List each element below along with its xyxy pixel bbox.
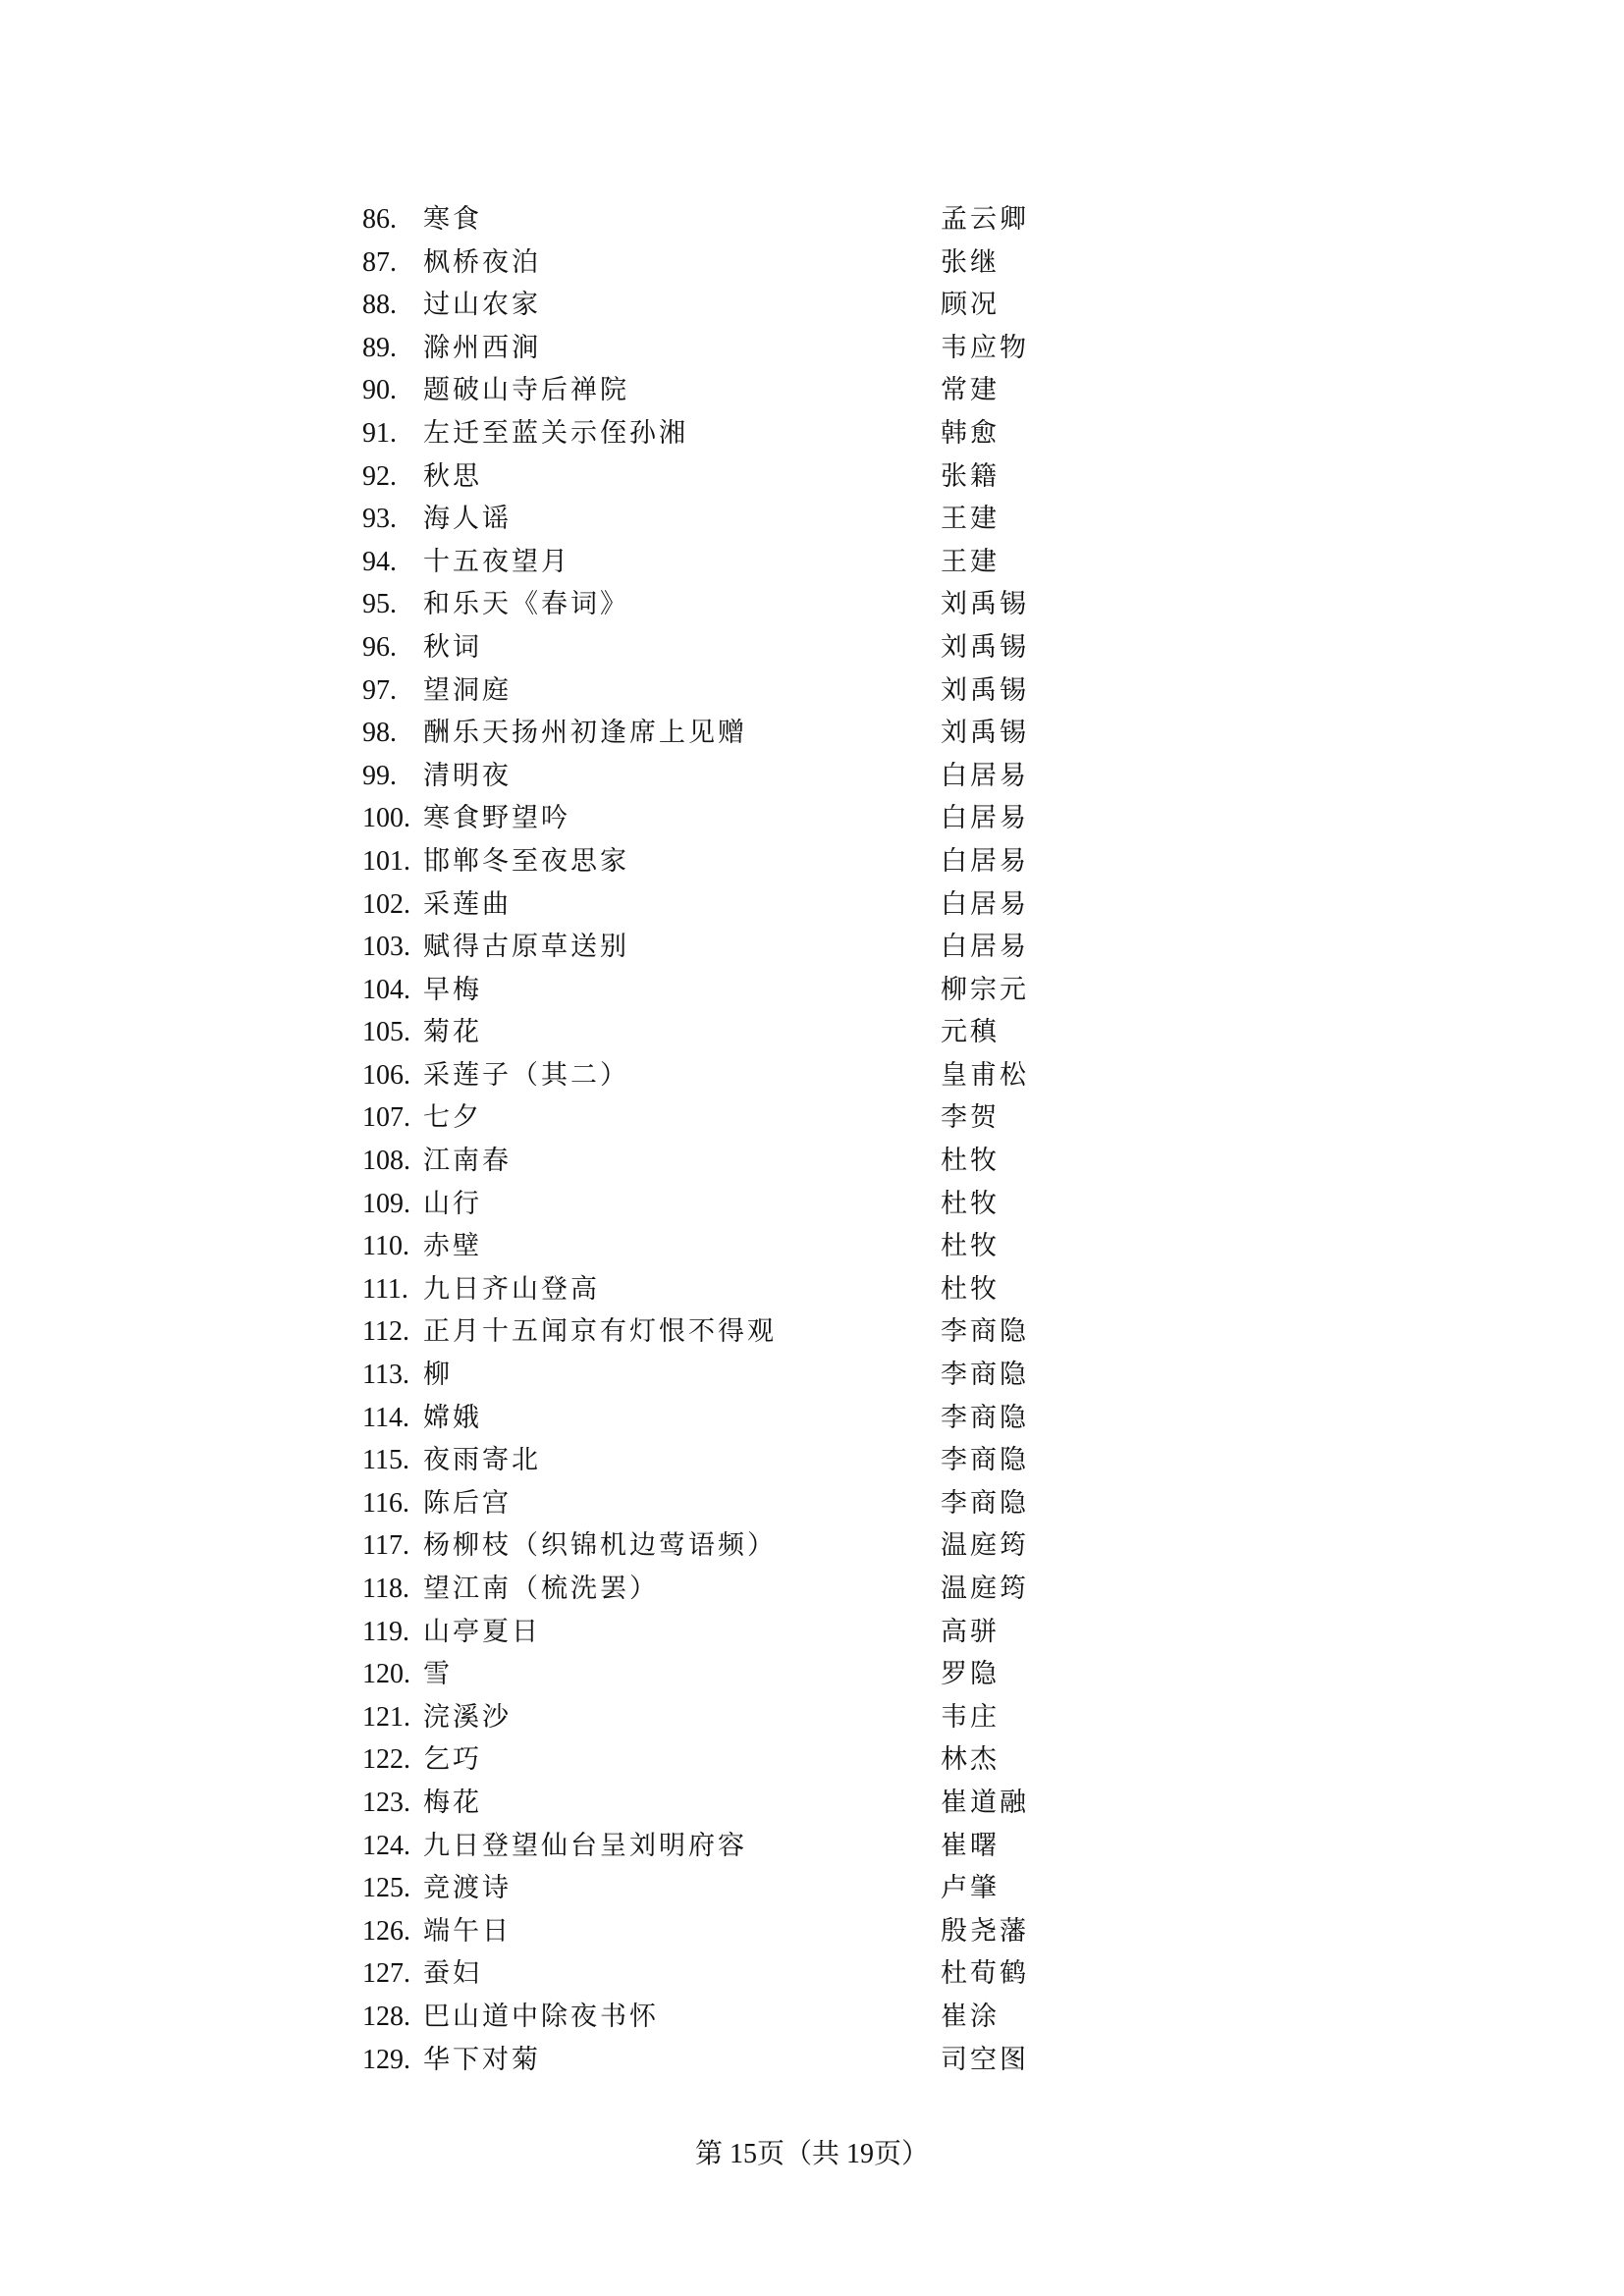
poem-title: 山行 (423, 1188, 482, 1219)
poem-author: 柳宗元 (941, 974, 1029, 1005)
poem-title: 十五夜望月 (423, 546, 570, 577)
poem-title: 采莲曲 (423, 888, 512, 920)
list-item (362, 198, 1050, 241)
item-number: 123. (362, 1787, 410, 1818)
list-item (362, 498, 1050, 541)
list-item (362, 1011, 1050, 1054)
poem-author: 孟云卿 (941, 204, 1029, 235)
poem-list (362, 198, 1050, 2081)
item-number: 113. (362, 1360, 409, 1391)
poem-author: 杜牧 (941, 1146, 1000, 1177)
list-item (362, 1568, 1050, 1611)
poem-title: 雪 (423, 1659, 453, 1690)
poem-title: 酬乐天扬州初逢席上见赠 (423, 718, 747, 749)
item-number: 88. (362, 290, 397, 321)
poem-title: 寒食野望吟 (423, 803, 570, 834)
poem-title: 寒食 (423, 204, 482, 235)
poem-author: 张继 (941, 246, 1000, 278)
list-item (362, 369, 1050, 412)
poem-author: 李贺 (941, 1102, 1000, 1134)
poem-title: 九日登望仙台呈刘明府容 (423, 1830, 747, 1861)
poem-title: 邯郸冬至夜思家 (423, 845, 629, 877)
item-number: 115. (362, 1445, 409, 1476)
poem-title: 巴山道中除夜书怀 (423, 2001, 659, 2032)
list-item (362, 797, 1050, 840)
item-number: 101. (362, 845, 410, 877)
poem-title: 枫桥夜泊 (423, 246, 541, 278)
poem-author: 林杰 (941, 1744, 1000, 1776)
list-item (362, 455, 1050, 499)
item-number: 127. (362, 1958, 410, 1990)
poem-title: 江南春 (423, 1146, 512, 1177)
poem-title: 端午日 (423, 1915, 512, 1947)
list-item (362, 1054, 1050, 1097)
list-item (362, 284, 1050, 327)
poem-author: 韦应物 (941, 332, 1029, 363)
item-number: 120. (362, 1659, 410, 1690)
poem-author: 刘禹锡 (941, 718, 1029, 749)
poem-author: 杜牧 (941, 1231, 1000, 1262)
poem-title: 赤壁 (423, 1231, 482, 1262)
poem-title: 菊花 (423, 1017, 482, 1048)
poem-title: 梅花 (423, 1787, 482, 1818)
item-number: 105. (362, 1017, 410, 1048)
page-footer: 第 15页（共 19页） (694, 2139, 929, 2169)
poem-title: 题破山寺后禅院 (423, 375, 629, 406)
poem-title: 海人谣 (423, 504, 512, 535)
list-item (362, 840, 1050, 883)
poem-author: 白居易 (941, 760, 1029, 791)
item-number: 108. (362, 1146, 410, 1177)
poem-author: 刘禹锡 (941, 589, 1029, 620)
poem-author: 温庭筠 (941, 1574, 1029, 1604)
item-number: 111. (362, 1273, 408, 1305)
poem-author: 高骈 (941, 1616, 1000, 1647)
list-item (362, 1439, 1050, 1482)
list-item (362, 1310, 1050, 1354)
poem-title: 陈后宫 (423, 1487, 512, 1519)
poem-author: 罗隐 (941, 1659, 1000, 1690)
item-number: 118. (362, 1574, 409, 1604)
list-item (362, 1524, 1050, 1568)
poem-title: 秋词 (423, 631, 482, 663)
list-item (362, 1225, 1050, 1268)
poem-author: 殷尧藩 (941, 1915, 1029, 1947)
item-number: 119. (362, 1616, 409, 1647)
poem-title: 浣溪沙 (423, 1701, 512, 1733)
list-item (362, 1867, 1050, 1910)
list-item (362, 755, 1050, 798)
item-number: 126. (362, 1915, 410, 1947)
list-item (362, 2039, 1050, 2082)
poem-author: 李商隐 (941, 1360, 1029, 1391)
poem-author: 白居易 (941, 888, 1029, 920)
poem-author: 崔涂 (941, 2001, 1000, 2032)
item-number: 87. (362, 246, 397, 278)
item-number: 122. (362, 1744, 410, 1776)
list-item (362, 1354, 1050, 1397)
list-item (362, 883, 1050, 927)
poem-title: 竞渡诗 (423, 1873, 512, 1904)
list-item (362, 541, 1050, 584)
list-item (362, 412, 1050, 455)
poem-title: 采莲子（其二） (423, 1059, 629, 1091)
list-item (362, 1183, 1050, 1226)
list-item (362, 969, 1050, 1012)
poem-title: 望江南（梳洗罢） (423, 1574, 659, 1604)
item-number: 86. (362, 204, 397, 235)
poem-author: 刘禹锡 (941, 631, 1029, 663)
item-number: 114. (362, 1402, 409, 1433)
item-number: 98. (362, 718, 397, 749)
list-item (362, 1952, 1050, 1996)
poem-author: 李商隐 (941, 1402, 1029, 1433)
list-item (362, 1825, 1050, 1868)
list-item (362, 926, 1050, 969)
poem-author: 韩愈 (941, 417, 1000, 449)
poem-author: 白居易 (941, 845, 1029, 877)
list-item (362, 1696, 1050, 1739)
poem-author: 卢肇 (941, 1873, 1000, 1904)
item-number: 93. (362, 504, 397, 535)
poem-title: 正月十五闻京有灯恨不得观 (423, 1316, 777, 1348)
list-item (362, 669, 1050, 713)
list-item (362, 241, 1050, 285)
poem-title: 柳 (423, 1360, 453, 1391)
list-item (362, 1910, 1050, 1953)
poem-author: 元稹 (941, 1017, 1000, 1048)
item-number: 110. (362, 1231, 409, 1262)
poem-title: 九日齐山登高 (423, 1273, 600, 1305)
poem-title: 望洞庭 (423, 674, 512, 706)
item-number: 92. (362, 460, 397, 492)
item-number: 117. (362, 1530, 409, 1562)
list-item (362, 1096, 1050, 1140)
poem-title: 乞巧 (423, 1744, 482, 1776)
poem-author: 杜荀鹤 (941, 1958, 1029, 1990)
item-number: 129. (362, 2044, 410, 2075)
item-number: 116. (362, 1487, 409, 1519)
poem-author: 皇甫松 (941, 1059, 1029, 1091)
poem-author: 崔道融 (941, 1787, 1029, 1818)
item-number: 99. (362, 760, 397, 791)
poem-author: 崔曙 (941, 1830, 1000, 1861)
item-number: 106. (362, 1059, 410, 1091)
item-number: 95. (362, 589, 397, 620)
poem-title: 过山农家 (423, 290, 541, 321)
poem-title: 山亭夏日 (423, 1616, 541, 1647)
item-number: 91. (362, 417, 397, 449)
poem-title: 嫦娥 (423, 1402, 482, 1433)
poem-author: 李商隐 (941, 1487, 1029, 1519)
list-item (362, 327, 1050, 370)
poem-author: 温庭筠 (941, 1530, 1029, 1562)
poem-author: 张籍 (941, 460, 1000, 492)
poem-title: 七夕 (423, 1102, 482, 1134)
poem-author: 杜牧 (941, 1188, 1000, 1219)
item-number: 102. (362, 888, 410, 920)
item-number: 107. (362, 1102, 410, 1134)
poem-title: 蚕妇 (423, 1958, 482, 1990)
item-number: 124. (362, 1830, 410, 1861)
item-number: 103. (362, 932, 410, 963)
item-number: 89. (362, 332, 397, 363)
poem-author: 李商隐 (941, 1445, 1029, 1476)
item-number: 90. (362, 375, 397, 406)
list-item (362, 626, 1050, 669)
list-item (362, 1482, 1050, 1525)
poem-title: 早梅 (423, 974, 482, 1005)
item-number: 100. (362, 803, 410, 834)
poem-author: 刘禹锡 (941, 674, 1029, 706)
list-item (362, 1397, 1050, 1440)
poem-title: 赋得古原草送别 (423, 932, 629, 963)
poem-title: 左迁至蓝关示侄孙湘 (423, 417, 688, 449)
poem-title: 和乐天《春词》 (423, 589, 629, 620)
list-item (362, 1782, 1050, 1825)
item-number: 125. (362, 1873, 410, 1904)
item-number: 128. (362, 2001, 410, 2032)
list-item (362, 1996, 1050, 2039)
poem-title: 滁州西涧 (423, 332, 541, 363)
item-number: 109. (362, 1188, 410, 1219)
poem-title: 夜雨寄北 (423, 1445, 541, 1476)
list-item (362, 1611, 1050, 1654)
item-number: 97. (362, 674, 397, 706)
poem-author: 韦庄 (941, 1701, 1000, 1733)
poem-author: 顾况 (941, 290, 1000, 321)
poem-author: 白居易 (941, 803, 1029, 834)
poem-author: 李商隐 (941, 1316, 1029, 1348)
poem-author: 白居易 (941, 932, 1029, 963)
item-number: 96. (362, 631, 397, 663)
list-item (362, 712, 1050, 755)
list-item (362, 1738, 1050, 1782)
item-number: 94. (362, 546, 397, 577)
item-number: 121. (362, 1701, 410, 1733)
list-item (362, 1140, 1050, 1183)
list-item (362, 583, 1050, 626)
poem-title: 华下对菊 (423, 2044, 541, 2075)
poem-author: 王建 (941, 504, 1000, 535)
poem-author: 王建 (941, 546, 1000, 577)
poem-author: 杜牧 (941, 1273, 1000, 1305)
poem-author: 常建 (941, 375, 1000, 406)
item-number: 112. (362, 1316, 409, 1348)
list-item (362, 1653, 1050, 1696)
poem-author: 司空图 (941, 2044, 1029, 2075)
item-number: 104. (362, 974, 410, 1005)
list-item (362, 1268, 1050, 1311)
poem-title: 秋思 (423, 460, 482, 492)
poem-title: 杨柳枝（织锦机边莺语频） (423, 1530, 777, 1562)
poem-title: 清明夜 (423, 760, 512, 791)
